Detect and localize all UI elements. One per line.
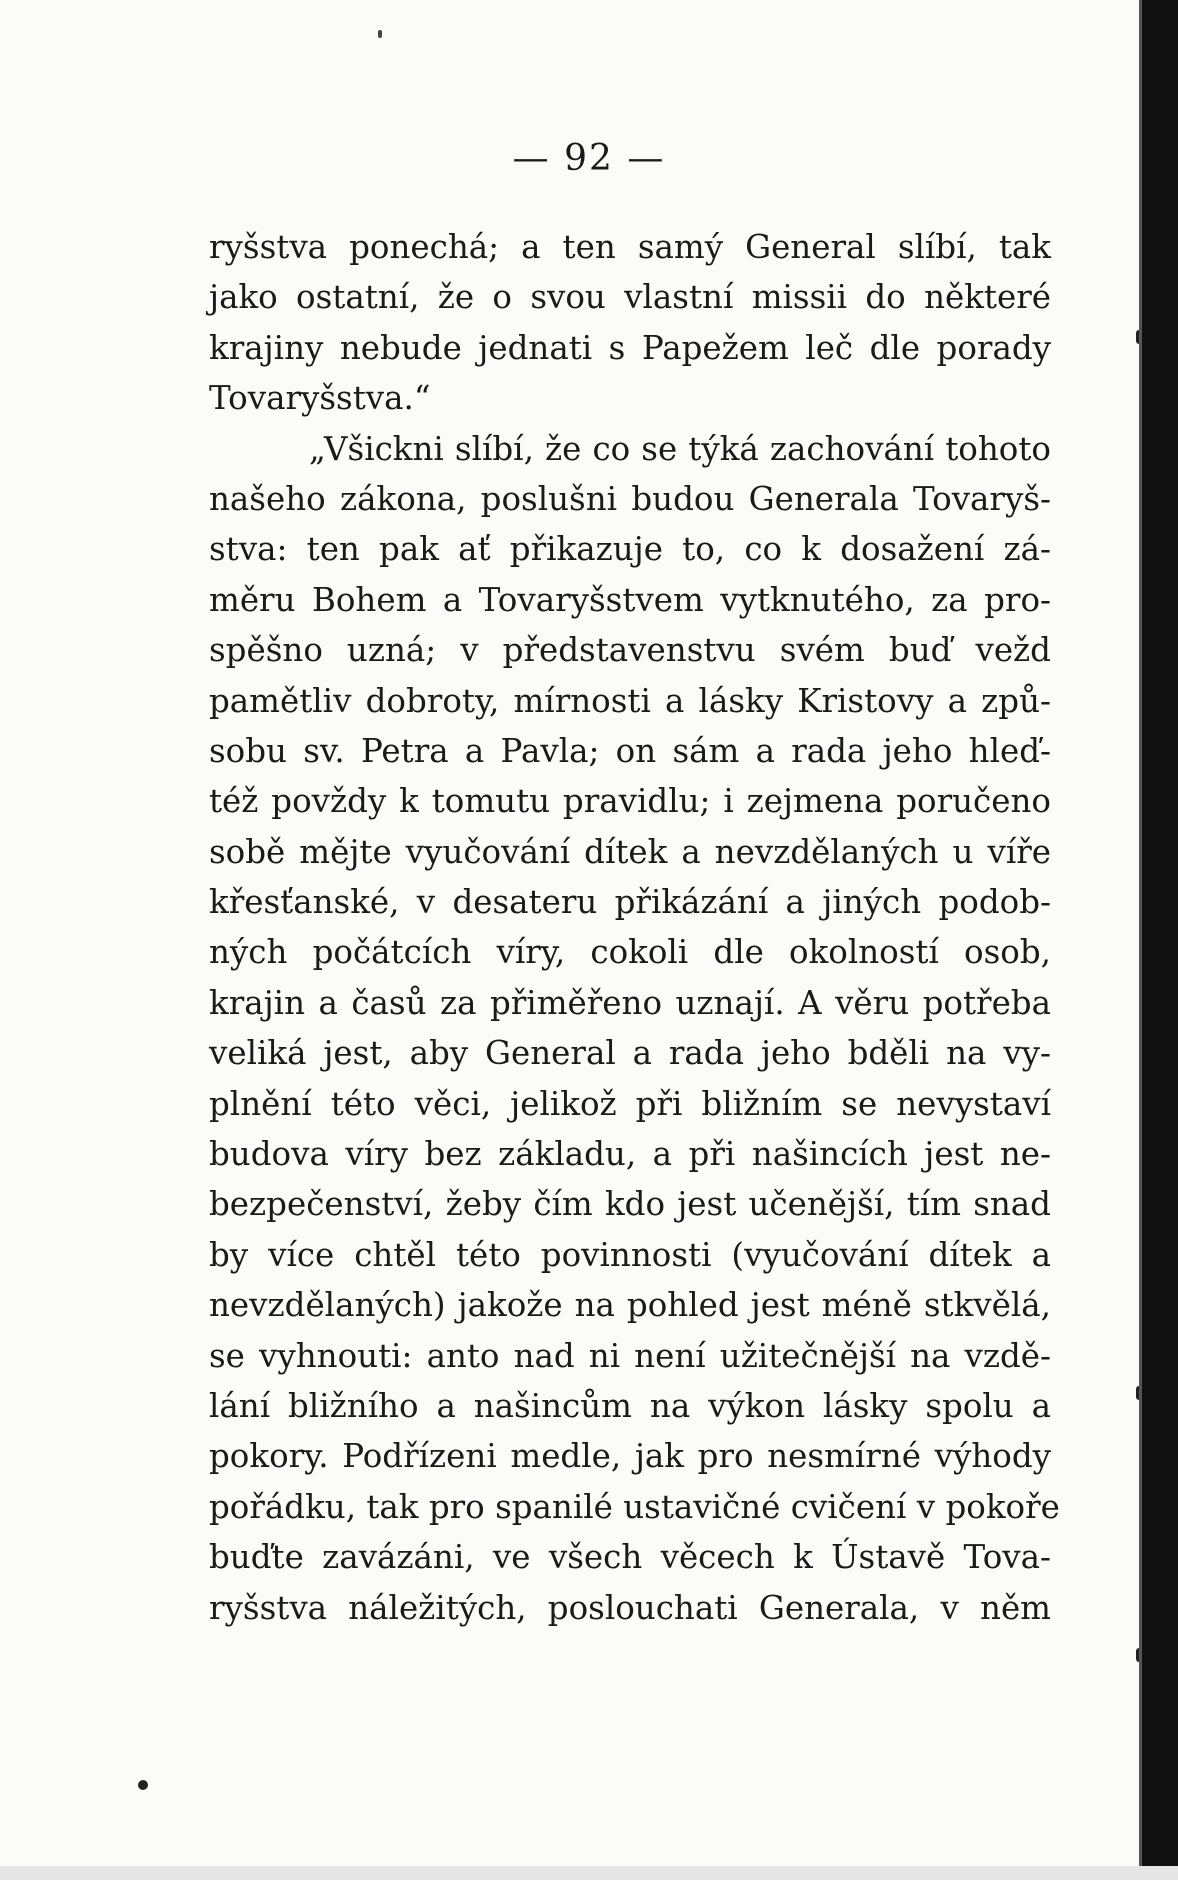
text-line: našeho zákona, poslušni budou Generala Tovaryš-	[209, 479, 1051, 518]
text-line: sobu sv. Petra a Pavla; on sám a rada jeho hleď-	[209, 731, 1051, 770]
text-line: se vyhnouti: anto nad ni není užitečnější na vzdě-	[209, 1336, 1051, 1375]
text-line: ryšstva ponechá; a ten samý General slíbí, tak	[209, 228, 1051, 266]
page-bottom-edge	[0, 1866, 1178, 1880]
text-line: křesťanské, v desateru přikázání a jiných podob-	[209, 883, 1051, 922]
text-line: Tovaryšstva.“	[209, 379, 431, 418]
text-line: bezpečenství, žeby čím kdo jest učenější, tím snad	[209, 1185, 1051, 1224]
text-line: budova víry bez základu, a při našincích jest ne-	[209, 1135, 1051, 1174]
text-line: sobě mějte vyučování dítek a nevzdělaných u víře	[209, 832, 1051, 871]
text-line: ných počátcích víry, cokoli dle okolností osob,	[209, 933, 1051, 972]
text-line: veliká jest, aby General a rada jeho bděli na vy-	[209, 1034, 1051, 1073]
text-line: též povždy k tomutu pravidlu; i zejmena poručeno	[209, 782, 1051, 821]
text-line: ryšstva náležitých, poslouchati Generala, v něm	[209, 1588, 1051, 1627]
body-text	[209, 222, 1060, 1633]
text-line: buďte zavázáni, ve všech věcech k Ústavě Tova-	[209, 1538, 1051, 1577]
text-line: jako ostatní, že o svou vlastní missii do některé	[209, 278, 1051, 317]
text-line: pokory. Podřízeni medle, jak pro nesmírné výhody	[209, 1437, 1051, 1476]
ink-dot	[138, 1780, 148, 1790]
text-line: měru Bohem a Tovaryšstvem vytknutého, za pro-	[209, 580, 1051, 619]
page-edge	[1142, 0, 1178, 1880]
text-line: by více chtěl této povinnosti (vyučování dítek a	[209, 1235, 1051, 1274]
text-line: plnění této věci, jelikož při bližním se nevystaví	[209, 1084, 1051, 1123]
text-line: pořádku, tak pro spanilé ustavičné cvičení v pokoře	[209, 1487, 1060, 1526]
text-line: stva: ten pak ať přikazuje to, co k dosažení zá-	[209, 530, 1051, 569]
text-line: krajiny nebude jednati s Papežem leč dle porady	[209, 328, 1051, 367]
text-line: „Všickni slíbí, že co se týká zachování tohoto	[309, 429, 1051, 468]
text-line: lání bližního a našincům na výkon lásky spolu a	[209, 1386, 1051, 1425]
text-line: nevzdělaných) jakože na pohled jest méně stkvělá,	[209, 1286, 1051, 1325]
text-line: krajin a časů za přiměřeno uznají. A věru potřeba	[209, 983, 1051, 1022]
ink-speck	[378, 30, 382, 38]
text-line: spěšno uzná; v představenstvu svém buď vežd	[209, 631, 1051, 670]
text-line: pamětliv dobroty, mírnosti a lásky Kristovy a způ-	[209, 681, 1051, 720]
page-number: — 92 —	[512, 138, 666, 179]
